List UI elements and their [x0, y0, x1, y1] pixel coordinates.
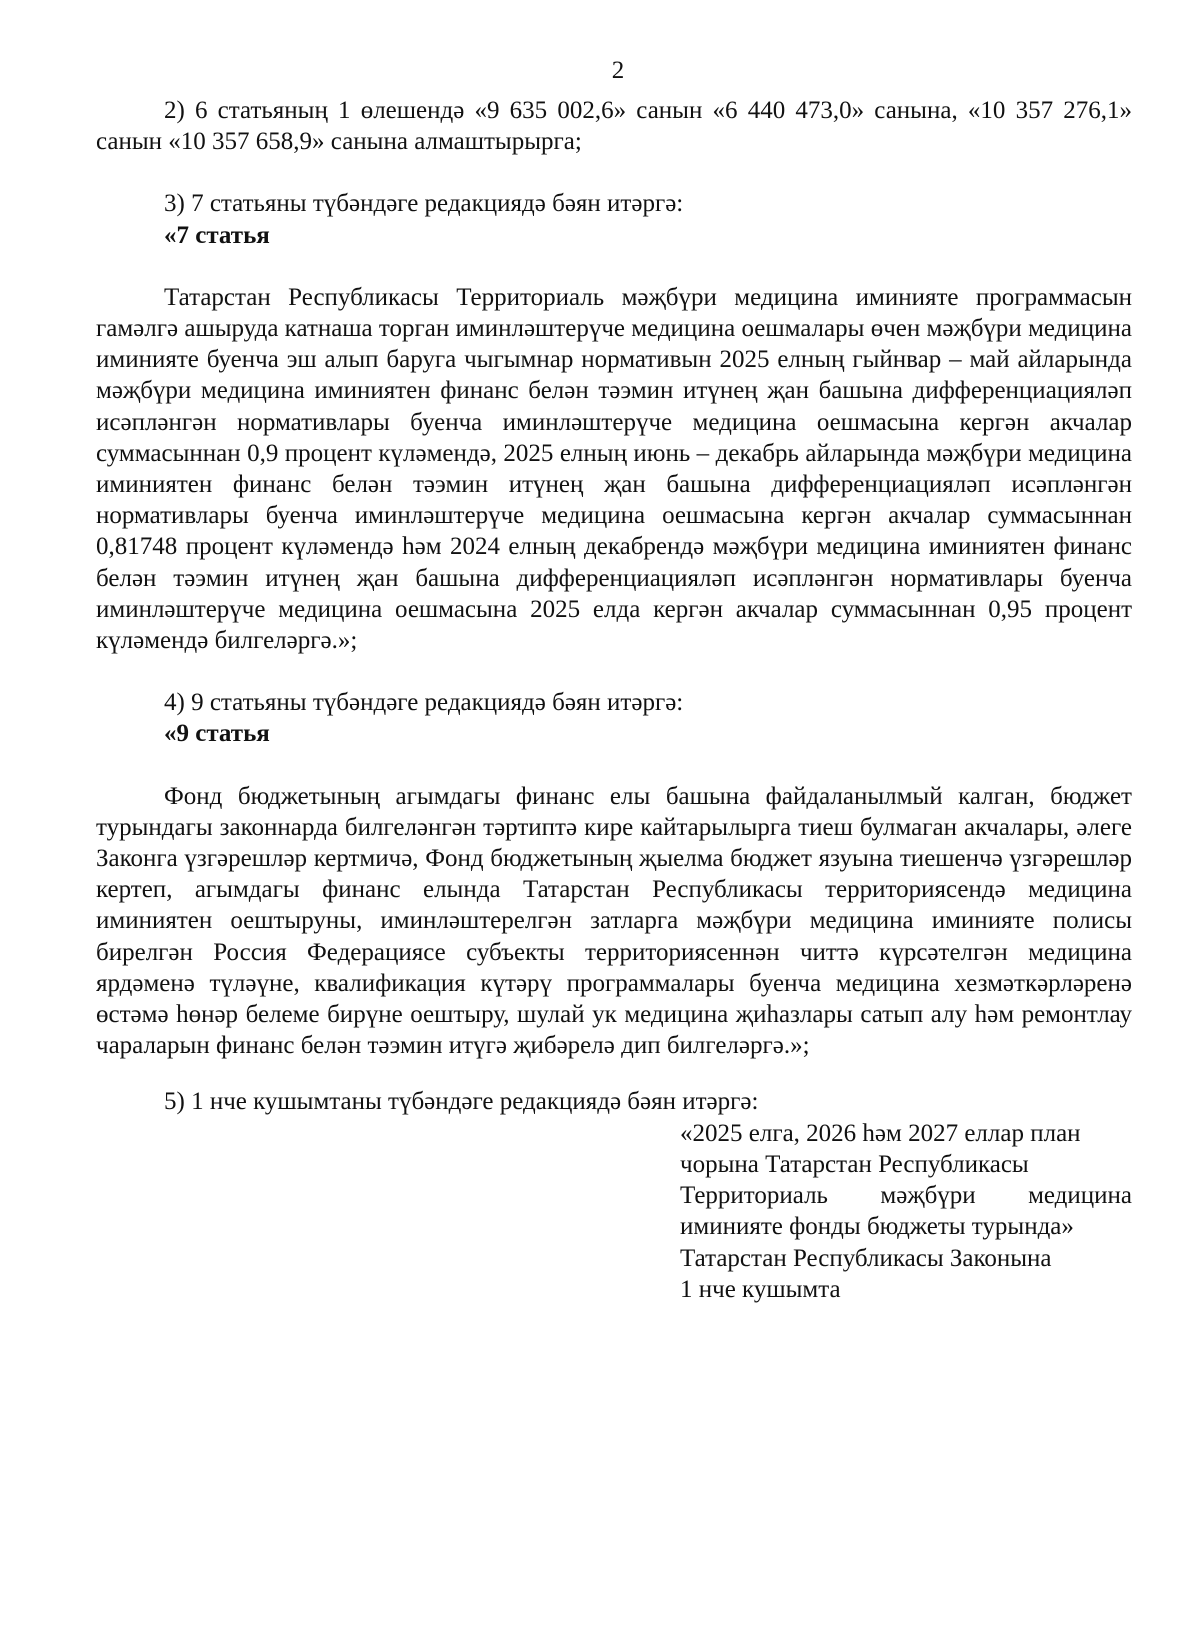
- item-2-paragraph: 2) 6 статьяның 1 өлешендә «9 635 002,6» санын «6 440 473,0» санына, «10 357 276,1» санын «10 357 658,9» санына алмаштырырга;: [96, 97, 1132, 156]
- appendix-line: 1 нче кушымта: [680, 1275, 841, 1303]
- article-7-heading: «7 статья: [164, 221, 270, 249]
- appendix-line: «2025 елга, 2026 һәм 2027 еллар план: [680, 1119, 1081, 1147]
- appendix-reference-block: [680, 1118, 1132, 1305]
- spacer: [96, 157, 1132, 188]
- article-9-heading: «9 статья: [164, 720, 270, 748]
- article-9-text: Фонд бюджетының агымдагы финанс елы башына файдаланылмый калган, бюджет турындагы законнарда билгеләнгән тәртиптә кире кайтарылырга тиеш булмаган акчалары, әлеге Законга үзгәрешләр кертмичә, Фонд бюджетының җыелма бюджет язуына тиешенчә үзгәрешләр кертеп, агымдагы финанс елында Татарстан Республикасы территориясендә медицина иминиятен оештыруны, иминләштерелгән затларга мәҗбүри медицина иминияте полисы бирелгән Россия Федерациясе субъекты территориясеннән читтә күрсәтелгән медицина ярдәменә түләүне, квалификация күтәрү программалары буенча медицина хезмәткәрләренә өстәмә һөнәр белеме бирүне оештыру, шулай ук медицина җиһазлары сатып алу һәм ремонтлау чараларын финанс белән тәэмин итүгә җибәрелә дип билгеләргә.»;: [96, 782, 1132, 1060]
- appendix-line: чорына Татарстан Республикасы: [680, 1150, 1029, 1178]
- appendix-line: Территориаль мәҗбүри медицина: [680, 1182, 1132, 1210]
- item-5-intro: 5) 1 нче кушымтаны түбәндәге редакциядә бәян итәргә:: [164, 1088, 759, 1116]
- item-4-intro: 4) 9 статьяны түбәндәге редакциядә бәян итәргә:: [164, 689, 684, 717]
- article-7-text: Татарстан Республикасы Территориаль мәҗбүри медицина иминияте программасын гамәлгә ашыруда катнаша торган иминләштерүче медицина оешмалары өчен мәҗбүри медицина иминияте буенча эш алып баруга чыгымнар нормативын 2025 елның гыйнвар – май айларында мәҗбүри медицина иминиятен финанс белән тәэмин итүнең җан башына дифференциацияләп исәпләнгән нормативлары буенча иминләштерүче медицина оешмасына кергән акчалар суммасыннан 0,9 процент күләмендә, 2025 елның июнь – декабрь айларында мәҗбүри медицина иминиятен финанс белән тәэмин итүнең җан башына дифференциацияләп исәпләнгән нормативлары буенча иминләштерүче медицина оешмасына кергән акчалар суммасыннан 0,81748 процент күләмендә һәм 2024 елның декабрендә мәҗбүри медицина иминиятен финанс белән тәэмин итүнең җан башына дифференциацияләп исәпләнгән нормативлары буенча иминләштерүче медицина оешмасына 2025 елда кергән акчалар суммасыннан 0,95 процент күләмендә билгеләргә.»;: [96, 283, 1132, 655]
- page-number: 2: [611, 57, 625, 84]
- appendix-line: иминияте фонды бюджеты турында»: [680, 1213, 1074, 1241]
- appendix-line: Татарстан Республикасы Законына: [680, 1244, 1052, 1272]
- spacer: [96, 1061, 1132, 1086]
- spacer: [96, 656, 1132, 687]
- spacer: [96, 251, 1132, 282]
- spacer: [96, 750, 1132, 781]
- document-body: [96, 95, 1132, 1305]
- item-3-intro: 3) 7 статьяны түбәндәге редакциядә бәян итәргә:: [164, 190, 684, 218]
